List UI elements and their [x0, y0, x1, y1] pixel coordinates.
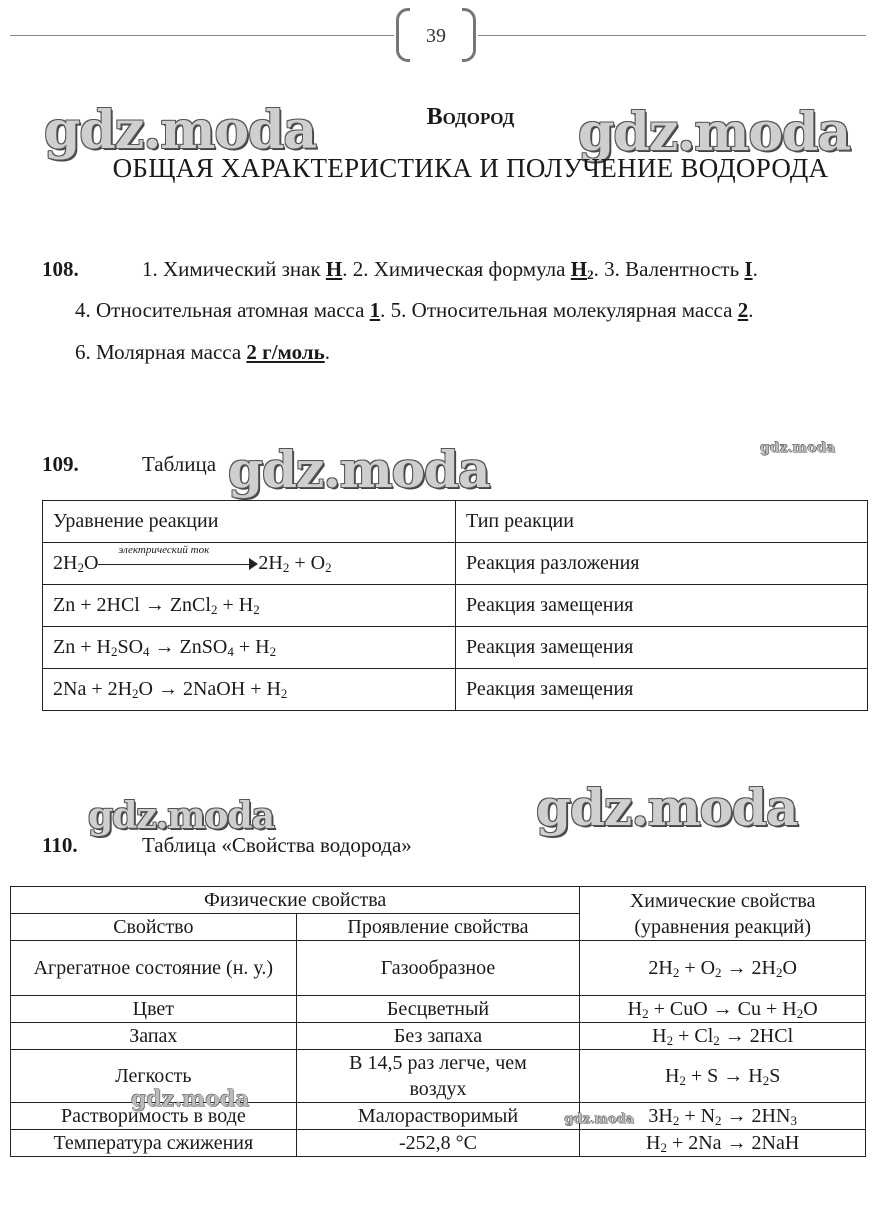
property-cell: [11, 1050, 297, 1112]
answer: I: [744, 257, 753, 281]
property-cell: Агрегатное состояние (н. у.): [11, 941, 297, 996]
table-row: [11, 887, 866, 914]
table-row: [11, 1103, 866, 1130]
equation-cell: $Zn + H_2SO_4$ → ZnSO$_4$ + $H_2$: [43, 627, 456, 669]
table-row: [11, 1050, 866, 1103]
table-row: [43, 669, 868, 711]
header-rule-left: [10, 35, 394, 36]
header-cell: Уравнение реакции: [43, 501, 456, 543]
answer: 1: [369, 298, 381, 322]
watermark: gdz.moda: [564, 1112, 635, 1127]
answer: [571, 257, 594, 281]
arrow-label: электрический ток: [118, 544, 210, 557]
property-cell: Запах: [11, 1023, 297, 1050]
property-cell: Цвет: [11, 996, 297, 1023]
header-physical: Физические свойства: [11, 887, 580, 914]
text: . 3. Валентность: [593, 257, 745, 281]
watermark: gdz.moda: [44, 100, 317, 161]
table-row: [43, 543, 868, 585]
text: .: [748, 298, 754, 322]
reaction-table: [42, 500, 868, 711]
value-cell: Без запаха: [296, 1023, 580, 1050]
equation-cell: $2Na + 2H_2O$ → 2NaOH + $H_2$: [43, 669, 456, 711]
value-cell: В 14,5 раз легче, чем воздух: [296, 1050, 580, 1103]
equation-cell: gdz.moda $3H_2 + N_2 \to 2HN_3$: [580, 1103, 866, 1130]
task-108-line-2: [75, 298, 753, 323]
task-108-line-3: [75, 340, 330, 365]
task-108-number: 108.: [42, 257, 79, 281]
equation-cell: $H_2$ + CuO → $Cu + H_2O$: [580, 996, 866, 1023]
watermark: gdz.moda: [578, 102, 851, 163]
text: 4. Относительная атомная масса: [75, 298, 370, 322]
table-row: [11, 996, 866, 1023]
header-rule-right: [478, 35, 866, 36]
answer-sub: 2: [587, 267, 594, 282]
watermark: gdz.moda: [536, 778, 798, 837]
header-chemical-line-1: Химические свойства: [629, 889, 816, 912]
equation-cell: $2H_2 + O_2 \to 2H_2O$: [580, 941, 866, 996]
header-property: Свойство: [11, 914, 297, 941]
table-row: [43, 501, 868, 543]
property-text: Легкость: [115, 1065, 192, 1087]
header-manifest: Проявление свойства: [296, 914, 580, 941]
section-title: Водород: [426, 104, 515, 130]
answer: 2: [737, 298, 749, 322]
task-110-caption: Таблица «Свойства водорода»: [142, 833, 412, 857]
table-row: [43, 585, 868, 627]
equation-cell: Zn + 2HCl → ZnCl$_2$ + $H_2$: [43, 585, 456, 627]
task-109-number: 109.: [42, 452, 79, 476]
watermark: gdz.moda: [228, 440, 490, 499]
text: . 2. Химическая формула: [342, 257, 571, 281]
page-number-box: [396, 8, 476, 64]
answer: 2 г/моль: [246, 340, 325, 364]
value-cell: -252,8 °С: [296, 1130, 580, 1157]
type-cell: Реакция разложения: [456, 543, 868, 585]
task-110-number: 110.: [42, 833, 78, 857]
property-cell: Температура сжижения: [11, 1130, 297, 1157]
bracket-left: [396, 8, 410, 62]
table-row: [11, 1023, 866, 1050]
text: 6. Молярная масса: [75, 340, 247, 364]
value-cell: Бесцветный: [296, 996, 580, 1023]
text: .: [324, 340, 330, 364]
type-cell: Реакция замещения: [456, 627, 868, 669]
table-row: [11, 1130, 866, 1157]
table-row: [11, 941, 866, 996]
header-cell: Тип реакции: [456, 501, 868, 543]
page-number: 39: [426, 24, 446, 47]
text: 1. Химический знак: [142, 257, 326, 281]
watermark: gdz.moda: [88, 795, 274, 837]
answer-main: H: [570, 257, 588, 281]
header-chemical: [580, 887, 866, 941]
text: . 5. Относительная молекулярная масса: [380, 298, 738, 322]
header-chemical-line-2: (уравнения реакций): [634, 915, 811, 938]
task-109-caption: Таблица: [142, 452, 217, 476]
text: .: [752, 257, 758, 281]
equation-cell: $2H_2O$ электрический ток $2H_2 + O_2$: [43, 543, 456, 585]
type-cell: Реакция замещения: [456, 585, 868, 627]
table-row: [43, 627, 868, 669]
answer: H: [325, 257, 343, 281]
task-108-line-1: [142, 257, 758, 282]
bracket-right: [462, 8, 476, 62]
equation-cell: $H_2 + 2Na \to 2NaH$: [580, 1130, 866, 1157]
watermark: gdz.moda: [760, 440, 836, 456]
property-cell: Растворимость в воде: [11, 1103, 297, 1130]
equation-cell: $H_2 + S \to H_2S$: [580, 1050, 866, 1103]
watermark: gdz.moda: [131, 1086, 250, 1112]
type-cell: Реакция замещения: [456, 669, 868, 711]
value-cell: Газообразное: [296, 941, 580, 996]
value-cell: Малорастворимый: [296, 1103, 580, 1130]
hydrogen-properties-table: [10, 886, 866, 1157]
section-subtitle: ОБЩАЯ ХАРАКТЕРИСТИКА И ПОЛУЧЕНИЕ ВОДОРОДА: [112, 153, 829, 183]
equation-cell: $H_2 + Cl_2 \to 2HCl$: [580, 1023, 866, 1050]
